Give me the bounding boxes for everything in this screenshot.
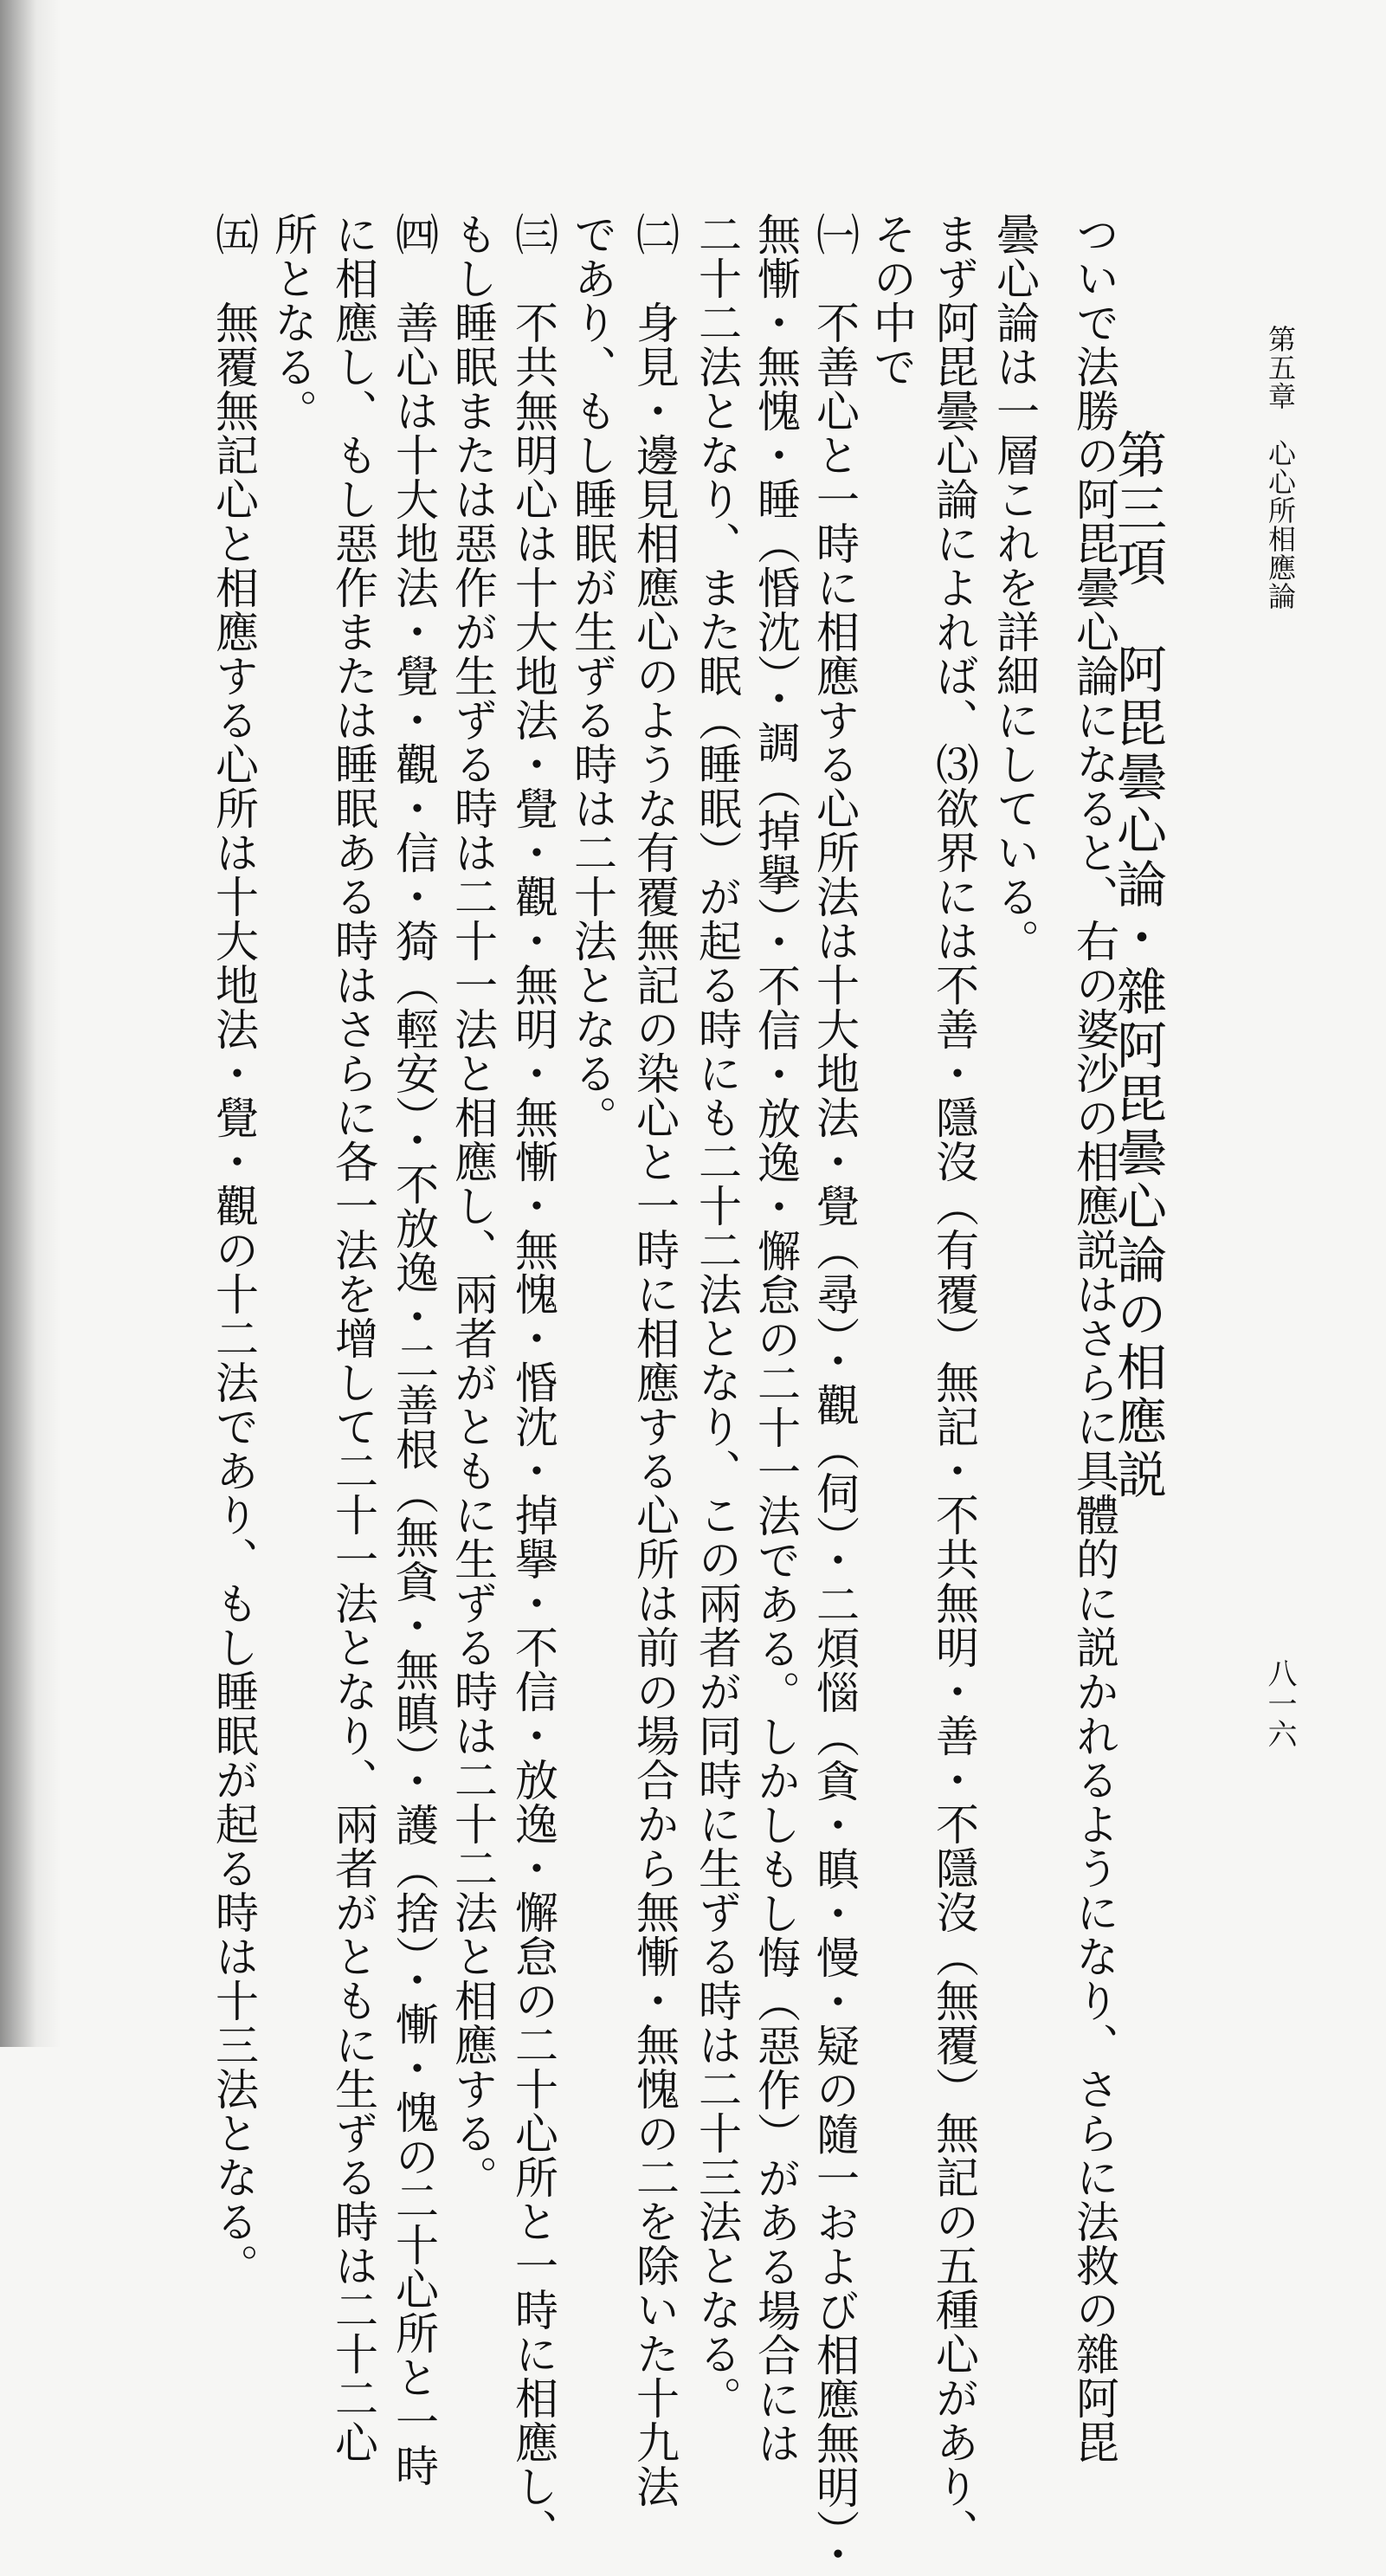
scan-edge-shadow <box>0 0 61 2047</box>
body-line: その中で <box>867 212 917 389</box>
body-line: もし睡眠または惡作が生ずる時は二十一法と相應し、兩者がともに生ずる時は二十二法と相應する。 <box>448 212 498 2199</box>
body-line: ㈣ 善心は十大地法・覺・觀・信・猗（輕安）・不放逸・二善根（無貪・無瞋）・護（捨）・慚・愧の二十心所と一時 <box>389 212 439 2488</box>
body-line: ㈠ 不善心と一時に相應する心所法は十大地法・覺（尋）・觀（伺）・二煩惱（貪・瞋・慢・疑の隨一および相應無明）・ <box>809 212 860 2576</box>
body-line: ㈢ 不共無明心は十大地法・覺・觀・無明・無慚・無愧・惛沈・掉擧・不信・放逸・懈怠の二十心所と一時に相應し、 <box>508 212 558 2553</box>
body-line: 曇心論は一層これを詳細にしている。 <box>990 212 1040 963</box>
body-line: 所となる。 <box>268 212 318 433</box>
running-header: 第五章 心心所相應論 <box>1264 325 1297 610</box>
body-line: ついで法勝の阿毘曇心論になると、右の婆沙の相應説はさらに具體的に説かれるようになり、さらに法救の雜阿毘 <box>1069 212 1119 2464</box>
body-line: ㈤ 無覆無記心と相應する心所は十大地法・覺・觀の十二法であり、もし睡眠が起る時は十三法となる。 <box>209 212 259 2288</box>
page-number: 八一六 <box>1262 1658 1297 1749</box>
body-line: 無慚・無愧・睡（惛沈）・調（掉擧）・不信・放逸・懈怠の二十一法である。しかしもし悔（惡作）がある場合には <box>751 212 801 2465</box>
body-line: に相應し、もし惡作または睡眠ある時はさらに各一法を增して二十一法となり、兩者がともに生ずる時は二十二心 <box>328 212 378 2464</box>
section-title: 第三項 阿毘曇心論・雜阿毘曇心論の相應説 <box>1108 429 1167 1502</box>
body-line: であり、もし睡眠が生ずる時は二十法となる。 <box>567 212 617 1140</box>
body-line: 二十二法となり、また眠（睡眠）が起る時にも二十二法となり、この兩者が同時に生ずる時は二十三法となる。 <box>692 212 742 2420</box>
body-line: まず阿毘曇心論によれば、⑶欲界には不善・隱沒（有覆）無記・不共無明・善・不隱沒（無覆）無記の五種心があり、 <box>929 212 979 2553</box>
body-line: ㈡ 身見・邊見相應心のような有覆無記の染心と一時に相應する心所は前の場合から無慚・無愧の二を除いた十九法 <box>629 212 680 2508</box>
